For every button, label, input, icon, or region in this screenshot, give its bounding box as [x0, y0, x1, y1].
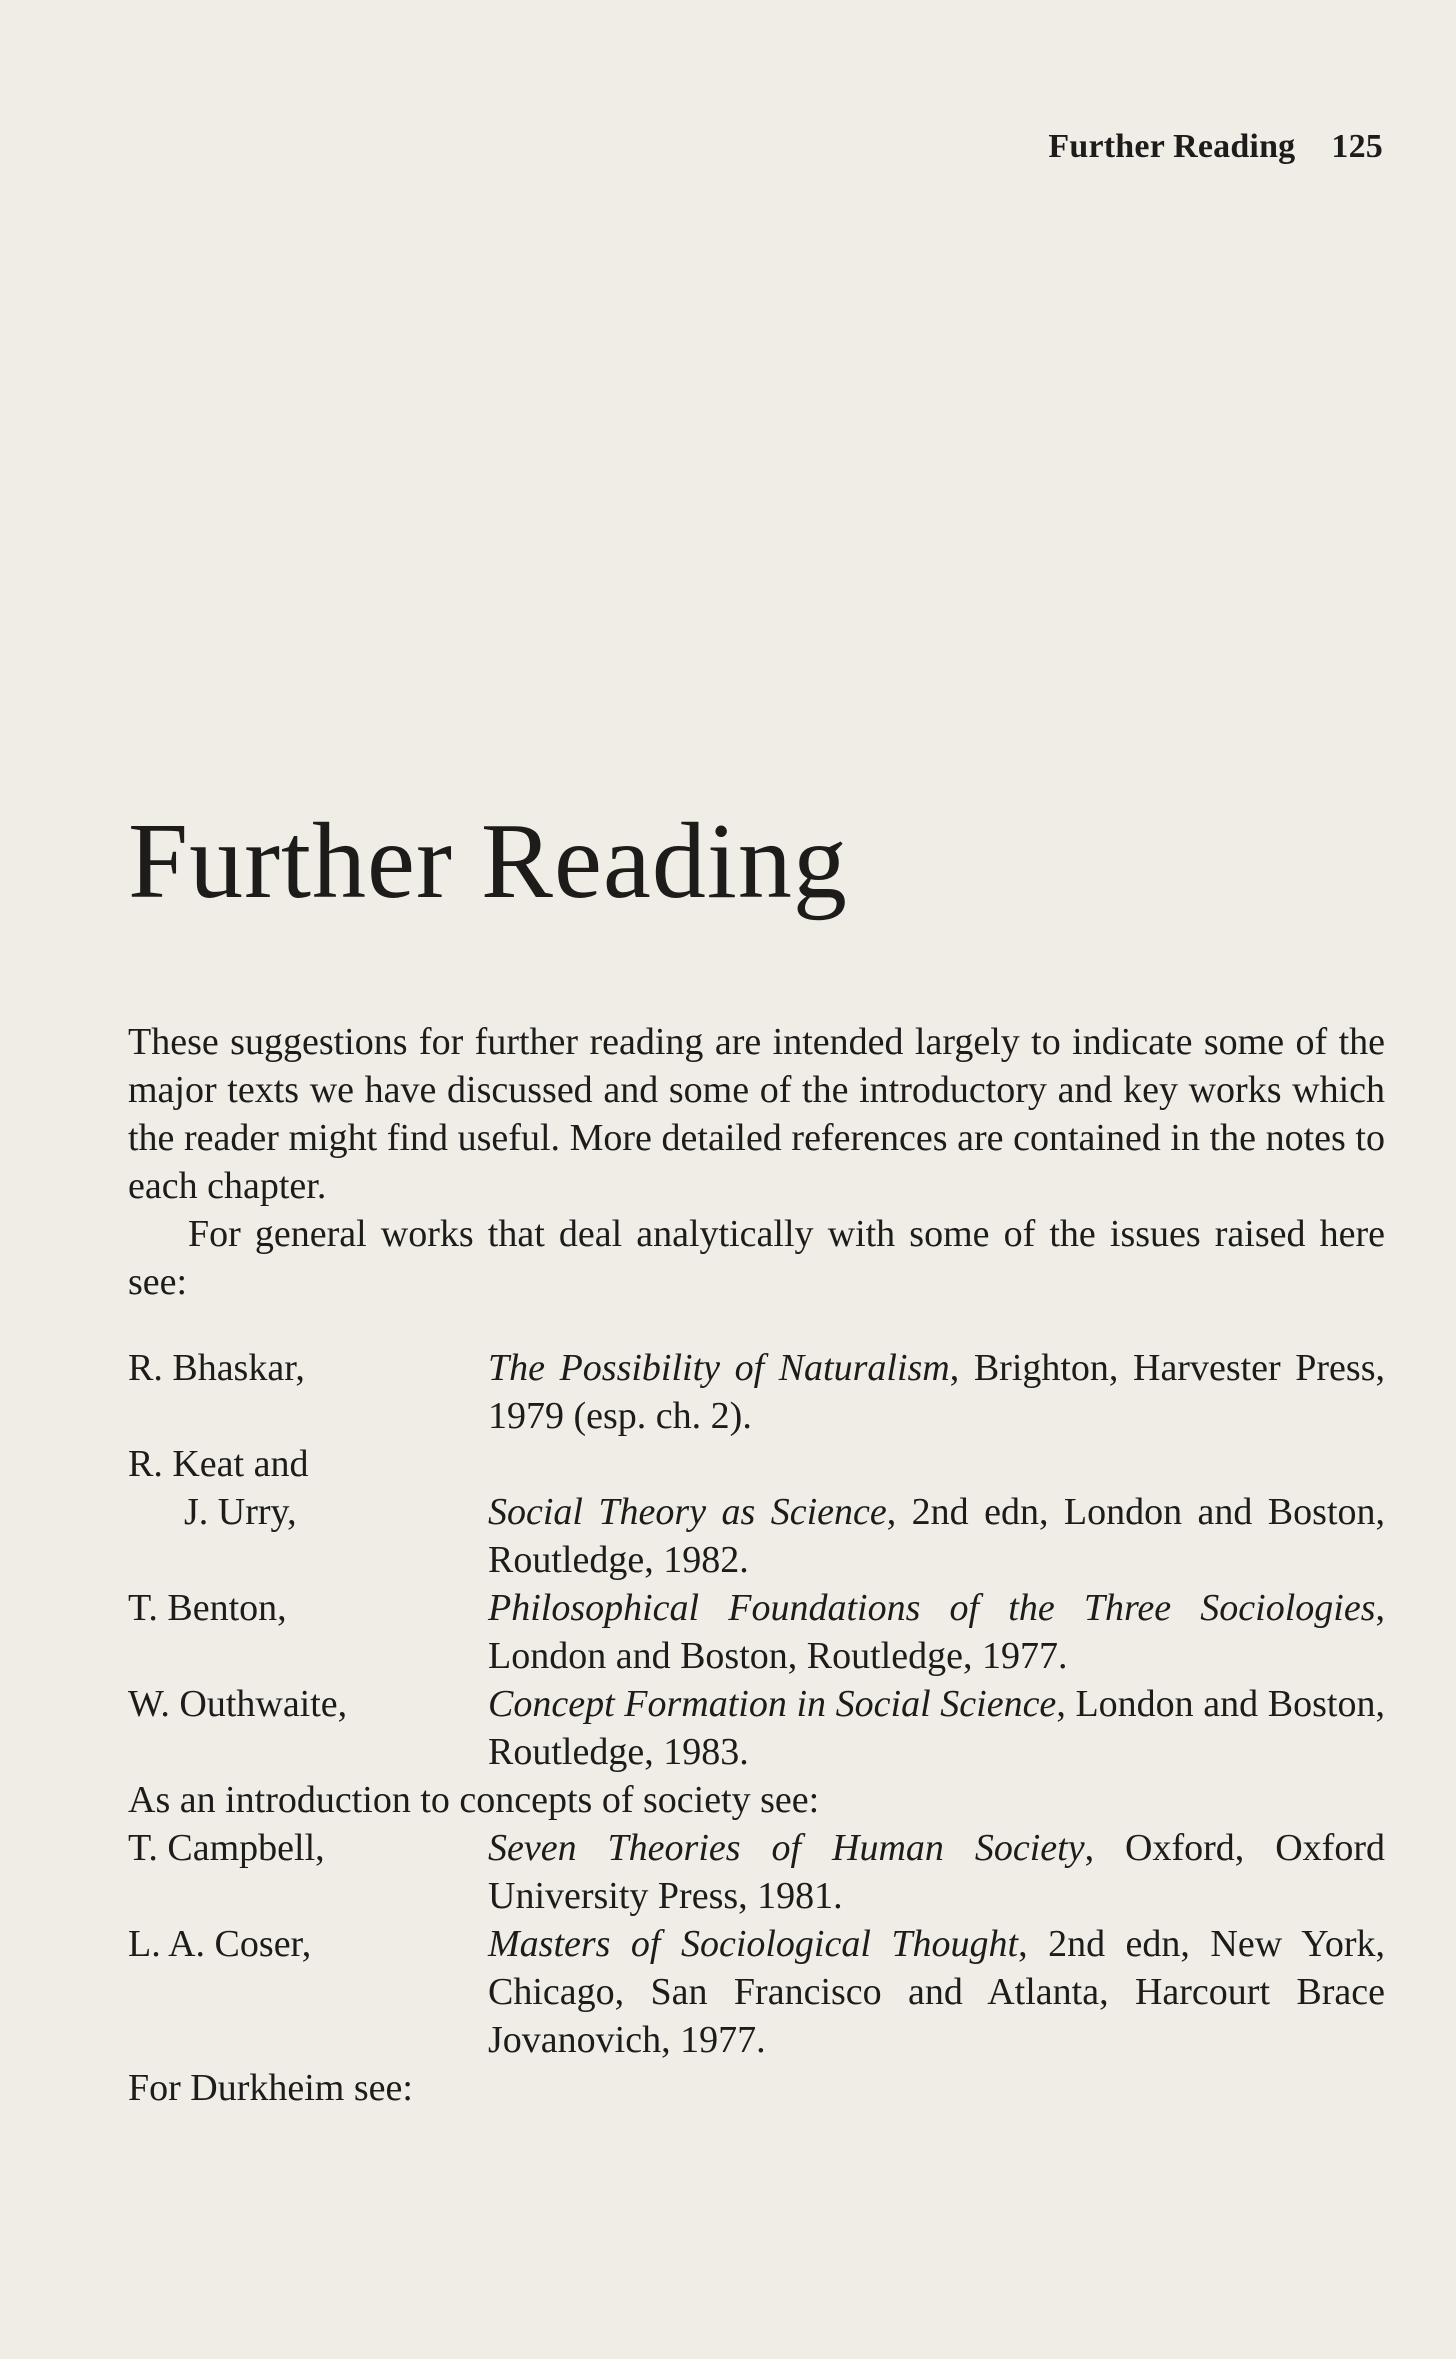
- reference-title: Masters of Sociological Thought: [488, 1923, 1019, 1965]
- reference-author: W. Outhwaite,: [128, 1683, 348, 1725]
- society-intro: As an introduction to concepts of society see:: [128, 1779, 820, 1821]
- reference-author: T. Campbell,: [128, 1827, 325, 1869]
- reference-work: [488, 1344, 1385, 1440]
- reference-title: Social Theory as Science: [488, 1491, 887, 1533]
- reference-entry: [128, 1680, 1385, 1776]
- reference-details: , London and Boston, Routledge, 1983.: [488, 1683, 1385, 1773]
- reference-details: , 2nd edn, London and Boston, Routledge, 1982.: [488, 1491, 1385, 1581]
- reference-author: T. Benton,: [128, 1587, 287, 1629]
- reference-work: [488, 1440, 1385, 1584]
- reference-work: [488, 1920, 1385, 2064]
- reference-title: Seven Theories of Human Society: [488, 1827, 1085, 1869]
- society-works-list: [128, 1824, 1385, 2064]
- reference-author: R. Bhaskar,: [128, 1347, 305, 1389]
- reference-author: L. A. Coser,: [128, 1923, 312, 1965]
- intro-paragraph: These suggestions for further reading are intended largely to indicate some of the major texts we have discussed and some of the introductory and key works which the reader might find useful. More detailed references are contained in the notes to each chapter.: [128, 1021, 1385, 1207]
- reference-details: , London and Boston, Routledge, 1977.: [488, 1587, 1385, 1677]
- general-works-intro: For general works that deal analytically with some of the issues raised here see:: [128, 1213, 1385, 1303]
- body-text: [128, 1018, 1385, 2112]
- reference-details: , 2nd edn, New York, Chicago, San Francisco and Atlanta, Harcourt Brace Jovanovich, 1977.: [488, 1923, 1386, 2061]
- reference-details: , Brighton, Harvester Press, 1979 (esp. ch. 2).: [488, 1347, 1385, 1437]
- reference-author: [128, 1440, 488, 1536]
- reference-work: [488, 1584, 1385, 1680]
- running-head-title: Further Reading: [1048, 128, 1296, 165]
- page-number: 125: [1331, 128, 1383, 165]
- reference-entry: [128, 1584, 1385, 1680]
- durkheim-intro: For Durkheim see:: [128, 2067, 413, 2109]
- general-works-list: [128, 1344, 1385, 1776]
- reference-entry: [128, 1824, 1385, 1920]
- reference-author-line1: R. Keat and: [128, 1443, 309, 1485]
- reference-title: Philosophical Foundations of the Three Sociologies: [488, 1587, 1376, 1629]
- reference-title: Concept Formation in Social Science: [488, 1683, 1057, 1725]
- reference-title: The Possibility of Naturalism: [488, 1347, 950, 1389]
- reference-author-line2: J. Urry,: [184, 1491, 297, 1533]
- reference-entry: [128, 1920, 1385, 2064]
- reference-entry: [128, 1344, 1385, 1440]
- page-title: Further Reading: [128, 802, 848, 921]
- reference-work: [488, 1824, 1385, 1920]
- reference-work: [488, 1680, 1385, 1776]
- reference-details: , Oxford, Oxford University Press, 1981.: [488, 1827, 1385, 1917]
- reference-entry: [128, 1440, 1385, 1584]
- running-head: [1048, 128, 1383, 166]
